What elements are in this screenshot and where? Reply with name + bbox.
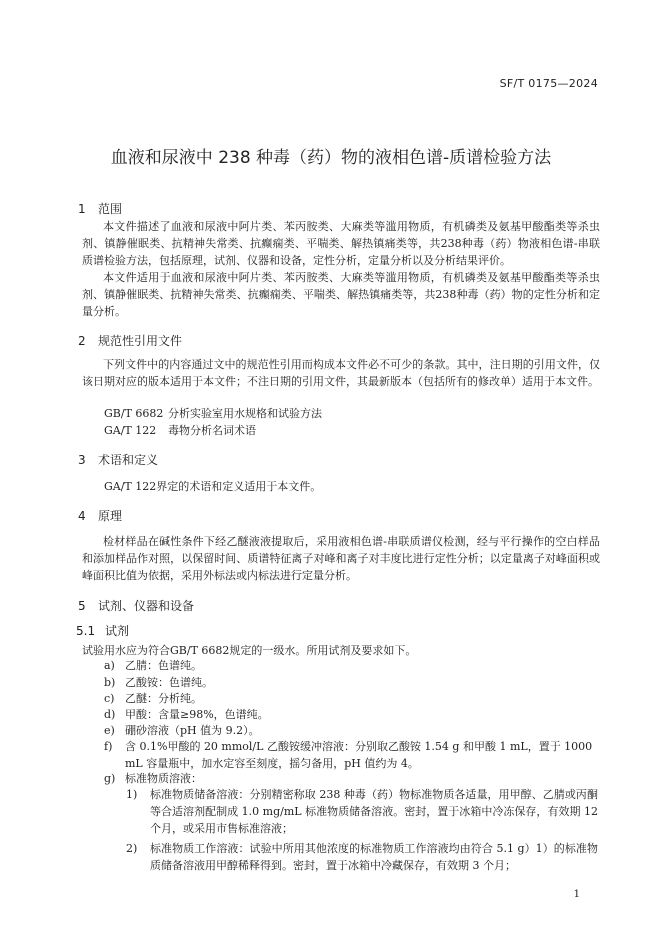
reference-name: 毒物分析名词术语	[168, 424, 256, 437]
document-title: 血液和尿液中 238 种毒（药）物的液相色谱-质谱检验方法	[110, 148, 552, 168]
list-text: 乙腈：色谱纯。	[125, 659, 202, 672]
terms-statement: GA/T 122界定的术语和定义适用于本文件。	[104, 480, 322, 493]
list-item	[104, 770, 598, 787]
reference-name: 分析实验室用水规格和试验方法	[168, 407, 322, 420]
subsection-title: 试剂	[105, 624, 130, 638]
sub-list-item	[126, 840, 598, 874]
reference-item	[104, 405, 322, 421]
subsection-heading-reagents	[76, 622, 129, 639]
section-title: 试剂、仪器和设备	[98, 599, 195, 613]
list-item	[104, 738, 598, 772]
list-label: d)	[104, 708, 116, 721]
reference-code: GA/T 122	[104, 424, 157, 437]
list-item	[104, 674, 598, 691]
sub-list-item	[126, 786, 598, 837]
section-title: 术语和定义	[98, 453, 159, 467]
section-title: 范围	[98, 202, 123, 216]
list-item	[104, 690, 598, 707]
section-number: 3	[78, 453, 86, 467]
list-item	[104, 657, 598, 674]
list-item	[104, 722, 598, 739]
standard-code: SF/T 0175—2024	[499, 77, 598, 90]
sub-list-text: 标准物质工作溶液：试验中所用其他浓度的标准物质工作溶液均由符合 5.1 g）1）的标准物质储备溶液用甲醇稀释得到。密封，置于冰箱中冷藏保存，有效期 3 个月；	[150, 842, 598, 872]
list-label: e)	[104, 724, 115, 737]
section-number: 1	[78, 202, 86, 216]
list-text: 含 0.1%甲酸的 20 mmol/L 乙酸铵缓冲溶液：分别取乙酸铵 1.54 g 和甲酸 1 mL，置于 1000 mL 容量瓶中，加水定容至刻度，摇匀备用，pH 值约为 4。	[125, 740, 593, 770]
section-number: 4	[78, 509, 86, 523]
list-label: f)	[104, 740, 113, 753]
list-label: b)	[104, 676, 116, 689]
reference-item	[104, 422, 256, 438]
sub-list-text: 标准物质储备溶液：分别精密称取 238 种毒（药）物标准物质各适量，用甲醇、乙腈或丙酮等合适溶剂配制成 1.0 mg/mL 标准物质储备溶液。密封，置于冰箱中冷冻保存，有效期 12 个月，或采用市售标准溶液；	[150, 788, 598, 835]
reference-code: GB/T 6682	[104, 407, 164, 420]
list-label: c)	[104, 692, 115, 705]
section-heading-normative-references	[78, 332, 182, 349]
list-text: 甲酸：含量≥98%，色谱纯。	[125, 708, 269, 721]
paragraph: 检材样品在碱性条件下经乙醚液液提取后，采用液相色谱-串联质谱仪检测，经与平行操作的空白样品和添加样品作对照，以保留时间、质谱特征离子对峰和离子对丰度比进行定性分析；以定量离子对峰面积或峰面积比值为依据，采用外标法或内标法进行定量分析。	[82, 535, 600, 582]
reagents-intro: 试验用水应为符合GB/T 6682规定的一级水。所用试剂及要求如下。	[82, 644, 417, 657]
sub-list-label: 2)	[126, 842, 138, 855]
list-text: 标准物质溶液：	[125, 772, 202, 785]
section-title: 原理	[98, 509, 123, 523]
section-number: 2	[78, 334, 86, 348]
paragraph: 本文件描述了血液和尿液中阿片类、苯丙胺类、大麻类等滥用物质，有机磷类及氨基甲酸酯类等杀虫剂、镇静催眠类、抗精神失常类、抗癫痫类、平喘类、解热镇痛类等，共238种毒（药）物液相色谱-串联质谱检验方法，包括原理，试剂、仪器和设备，定性分析，定量分析以及分析结果评价。	[82, 220, 600, 267]
section-heading-principle	[78, 507, 122, 524]
subsection-number: 5.1	[76, 624, 96, 638]
list-item	[104, 706, 598, 723]
page-number: 1	[573, 889, 580, 900]
section-heading-terms	[78, 451, 158, 468]
list-text: 硼砂溶液（pH 值为 9.2）。	[125, 724, 260, 737]
list-text: 乙醚：分析纯。	[125, 692, 202, 705]
section-heading-reagents-instruments	[78, 597, 194, 614]
section-number: 5	[78, 599, 86, 613]
paragraph: 下列文件中的内容通过文中的规范性引用而构成本文件必不可少的条款。其中，注日期的引用文件，仅该日期对应的版本适用于本文件；不注日期的引用文件，其最新版本（包括所有的修改单）适用于本文件。	[82, 358, 600, 388]
list-label: a)	[104, 659, 115, 672]
list-label: g)	[104, 772, 116, 785]
sub-list-label: 1)	[126, 788, 138, 801]
list-text: 乙酸铵：色谱纯。	[125, 676, 213, 689]
paragraph: 本文件适用于血液和尿液中阿片类、苯丙胺类、大麻类等滥用物质，有机磷类及氨基甲酸酯类等杀虫剂、镇静催眠类、抗精神失常类、抗癫痫类、平喘类、解热镇痛类等，共238种毒（药）物的定性分析和定量分析。	[82, 271, 600, 318]
section-title: 规范性引用文件	[98, 334, 183, 348]
section-heading-scope	[78, 200, 122, 217]
